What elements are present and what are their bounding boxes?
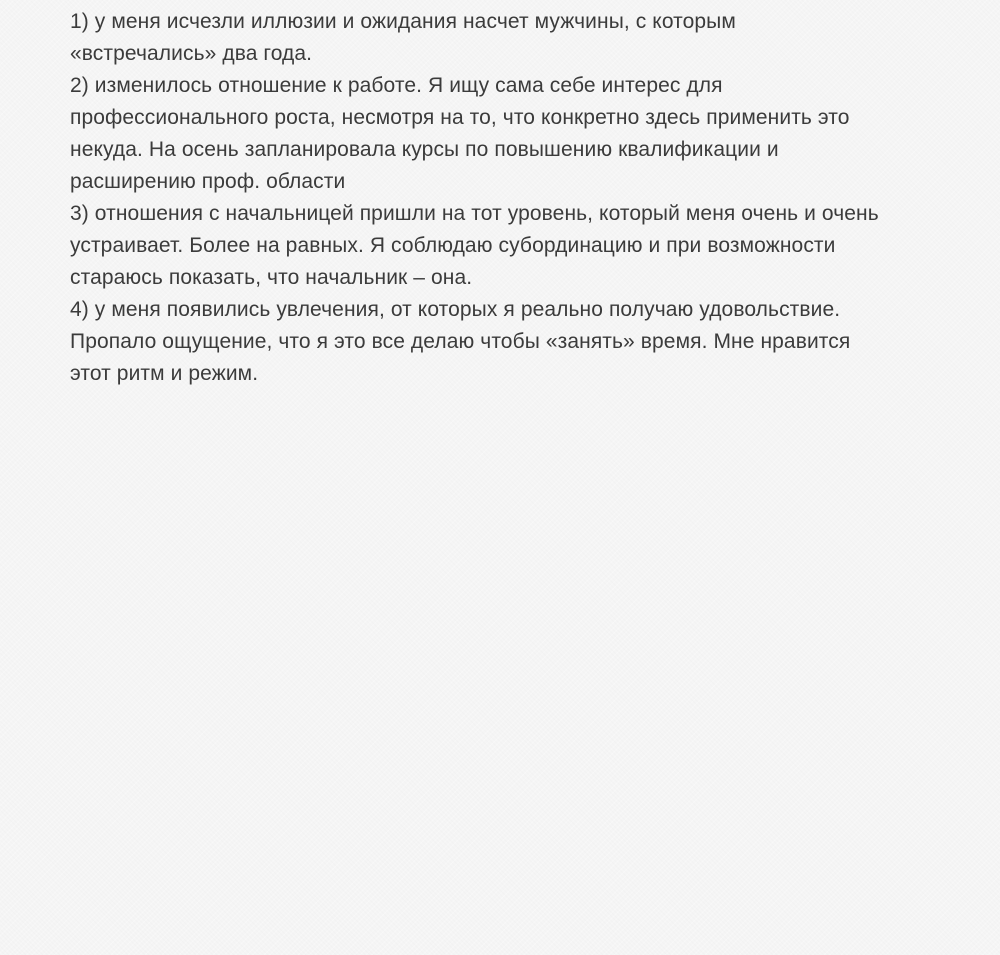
note-line-9: стараюсь показать, что начальник – она.: [70, 266, 473, 289]
note-line-7: 3) отношения с начальницей пришли на тот уровень, который меня очень и очень: [70, 202, 879, 225]
note-line-3: 2) изменилось отношение к работе. Я ищу сама себе интерес для: [70, 74, 723, 97]
note-line-10: 4) у меня появились увлечения, от которых я реально получаю удовольствие.: [70, 298, 841, 321]
note-line-5: некуда. На осень запланировала курсы по повышению квалификации и: [70, 138, 779, 161]
note-line-8: устраивает. Более на равных. Я соблюдаю субординацию и при возможности: [70, 234, 836, 257]
note-line-1: 1) у меня исчезли иллюзии и ожидания насчет мужчины, с которым: [70, 10, 736, 33]
note-line-12: этот ритм и режим.: [70, 362, 259, 385]
note-line-6: расширению проф. области: [70, 170, 346, 193]
note-line-4: профессионального роста, несмотря на то, что конкретно здесь применить это: [70, 106, 850, 129]
note-line-11: Пропало ощущение, что я это все делаю чтобы «занять» время. Мне нравится: [70, 330, 851, 353]
note-line-2: «встречались» два года.: [70, 42, 313, 65]
